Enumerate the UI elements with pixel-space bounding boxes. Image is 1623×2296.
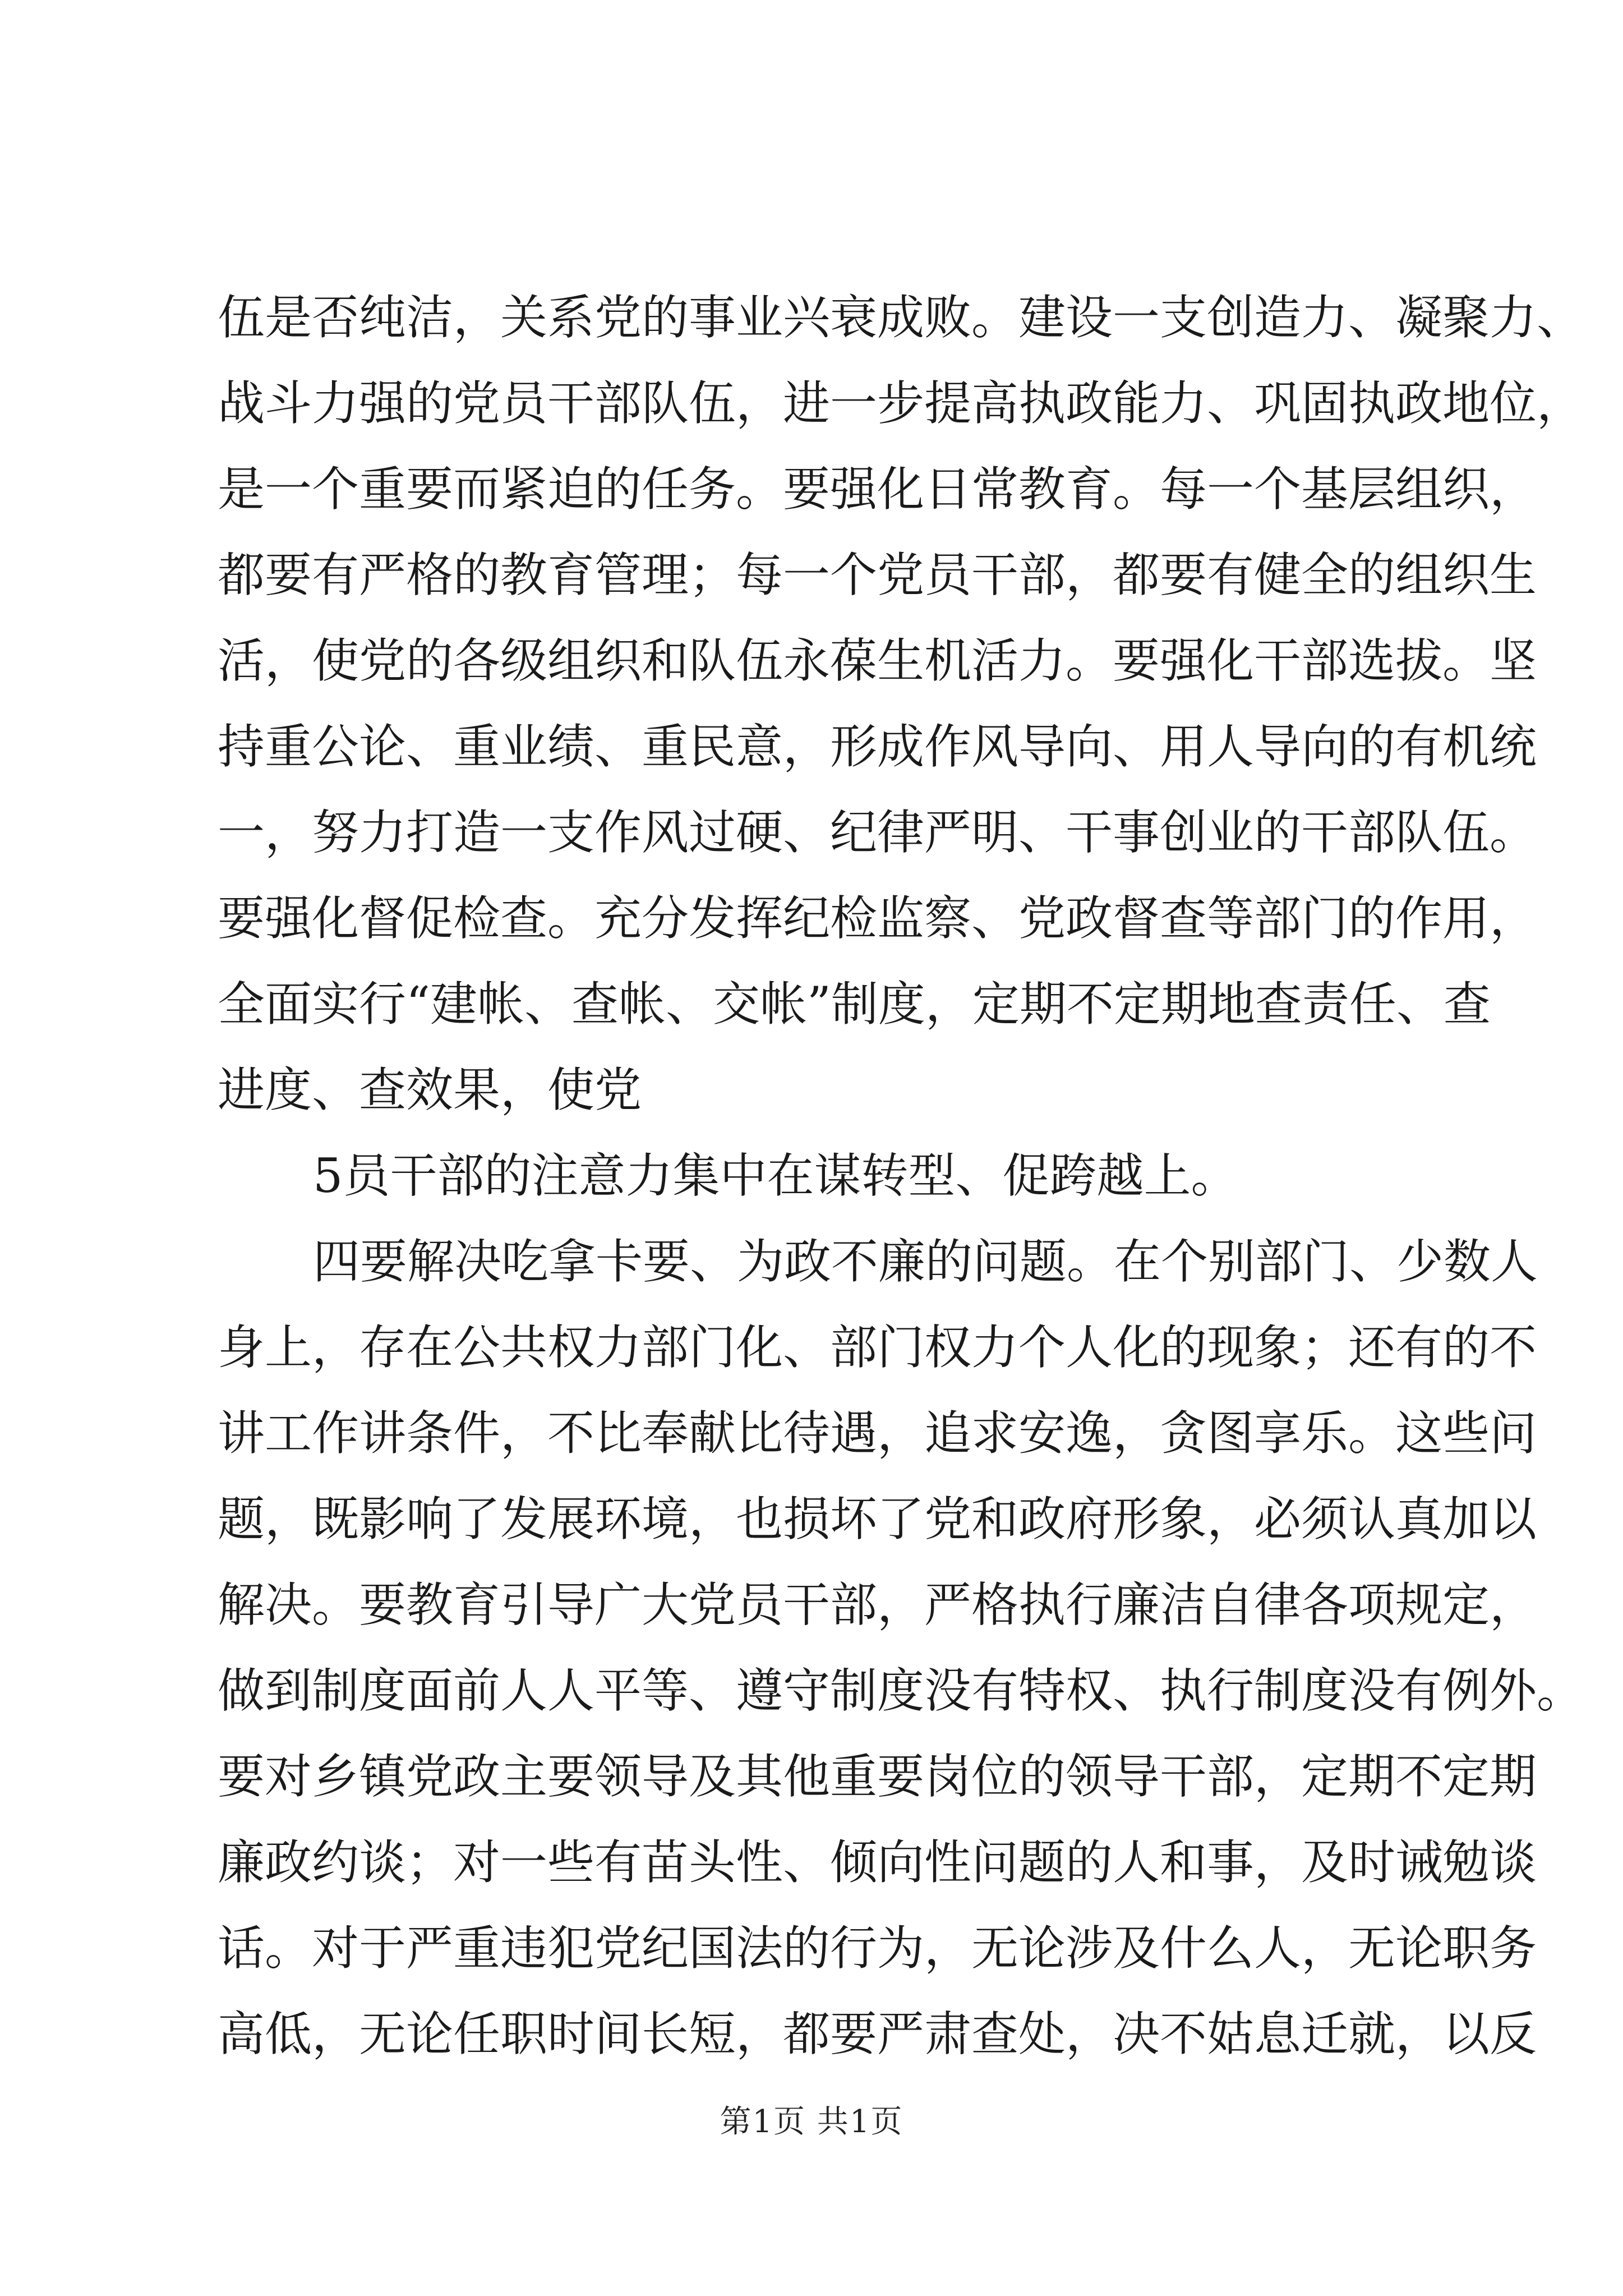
- text-line: 活，使党的各级组织和队伍永葆生机活力。要强化干部选拔。坚: [218, 633, 1537, 688]
- text-line: 解决。要教育引导广大党员干部，严格执行廉洁自律各项规定，: [218, 1577, 1537, 1632]
- text-line: 廉政约谈；对一些有苗头性、倾向性问题的人和事，及时诫勉谈: [218, 1835, 1537, 1890]
- text-line: 身上，存在公共权力部门化、部门权力个人化的现象；还有的不: [218, 1320, 1537, 1375]
- text-line: 持重公论、重业绩、重民意，形成作风导向、用人导向的有机统: [218, 719, 1537, 774]
- text-line: 全面实行“建帐、查帐、交帐”制度，定期不定期地查责任、查: [218, 977, 1491, 1032]
- body-text: [218, 275, 1584, 2077]
- text-line: 伍是否纯洁，关系党的事业兴衰成败。建设一支创造力、凝聚力、: [218, 290, 1584, 345]
- text-line: 战斗力强的党员干部队伍，进一步提高执政能力、巩固执政地位，: [218, 376, 1584, 431]
- text-line: 5员干部的注意力集中在谋转型、促跨越上。: [313, 1148, 1238, 1203]
- text-line: 要对乡镇党政主要领导及其他重要岗位的领导干部，定期不定期: [218, 1749, 1537, 1804]
- text-line: 做到制度面前人人平等、遵守制度没有特权、执行制度没有例外。: [218, 1663, 1584, 1718]
- text-line: 题，既影响了发展环境，也损坏了党和政府形象，必须认真加以: [218, 1492, 1537, 1547]
- text-line: 话。对于严重违犯党纪国法的行为，无论涉及什么人，无论职务: [218, 1921, 1537, 1976]
- text-line: 要强化督促检查。充分发挥纪检监察、党政督查等部门的作用，: [218, 891, 1537, 946]
- paragraph-start-line: 四要解决吃拿卡要、为政不廉的问题。在个别部门、少数人: [313, 1234, 1538, 1289]
- text-line: 是一个重要而紧迫的任务。要强化日常教育。每一个基层组织，: [218, 462, 1537, 517]
- text-line: 进度、查效果，使党: [218, 1062, 642, 1117]
- text-line: 讲工作讲条件，不比奉献比待遇，追求安逸，贪图享乐。这些问: [218, 1406, 1537, 1461]
- text-line: 高低，无论任职时间长短，都要严肃查处，决不姑息迁就，以反: [218, 2007, 1537, 2062]
- text-line: 都要有严格的教育管理；每一个党员干部，都要有健全的组织生: [218, 547, 1537, 602]
- page-footer: 第1页 共1页: [720, 2104, 903, 2140]
- text-line: 一，努力打造一支作风过硬、纪律严明、干事创业的干部队伍。: [218, 805, 1537, 860]
